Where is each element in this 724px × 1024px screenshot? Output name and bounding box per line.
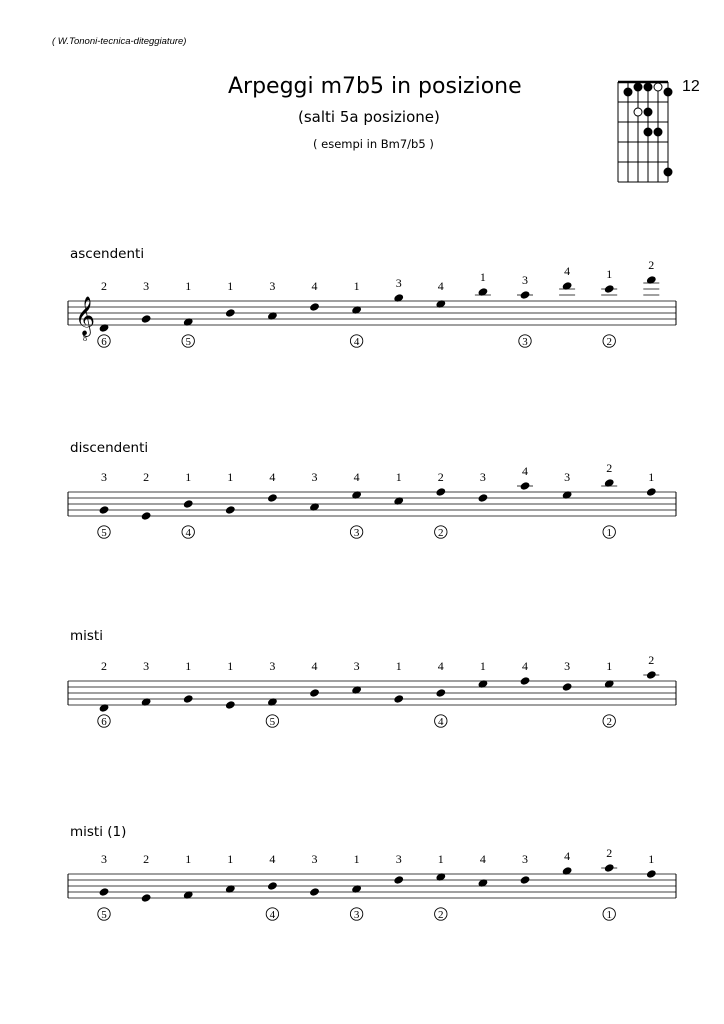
fingering-number: 4 bbox=[353, 470, 360, 484]
author-credit: ( W.Tononi-tecnica-diteggiature) bbox=[52, 36, 187, 47]
note-head bbox=[393, 694, 404, 704]
note-head bbox=[183, 890, 194, 900]
fingering-number: 2 bbox=[648, 653, 655, 667]
note-head bbox=[309, 502, 320, 512]
string-number: 2 bbox=[606, 336, 612, 348]
note-head bbox=[267, 311, 278, 321]
section-label-misti-1: misti (1) bbox=[70, 824, 127, 840]
note-head bbox=[562, 866, 573, 876]
note-head bbox=[477, 878, 488, 888]
fingering-number: 1 bbox=[227, 279, 234, 293]
note-head bbox=[225, 308, 236, 318]
note-head bbox=[477, 679, 488, 689]
note-head bbox=[604, 863, 615, 873]
note-head bbox=[604, 679, 615, 689]
note-head bbox=[646, 487, 657, 497]
note-head bbox=[435, 487, 446, 497]
note-head bbox=[435, 299, 446, 309]
fingering-number: 3 bbox=[269, 659, 276, 673]
fingering-number: 3 bbox=[101, 852, 107, 866]
fingering-number: 4 bbox=[522, 659, 528, 673]
fingering-number: 4 bbox=[522, 464, 528, 478]
fingering-number: 1 bbox=[606, 659, 613, 673]
note-head bbox=[519, 676, 530, 686]
fingering-number: 2 bbox=[101, 279, 107, 293]
fingering-number: 3 bbox=[353, 659, 360, 673]
note-head bbox=[477, 287, 488, 297]
staff-system bbox=[68, 258, 676, 348]
fingering-number: 3 bbox=[522, 273, 528, 287]
fingering-number: 3 bbox=[269, 279, 276, 293]
string-number: 6 bbox=[101, 716, 107, 728]
fingering-number: 3 bbox=[564, 470, 571, 484]
fingering-number: 4 bbox=[564, 849, 571, 863]
string-number: 1 bbox=[606, 527, 612, 539]
note-head bbox=[477, 493, 488, 503]
note-head bbox=[267, 697, 278, 707]
string-number: 3 bbox=[353, 527, 360, 539]
string-number: 4 bbox=[185, 527, 191, 539]
note-head bbox=[604, 284, 615, 294]
string-number: 5 bbox=[269, 716, 276, 728]
note-head bbox=[98, 323, 109, 333]
note-head bbox=[141, 511, 152, 521]
fingering-number: 4 bbox=[564, 264, 571, 278]
fingering-number: 4 bbox=[437, 659, 444, 673]
note-head bbox=[646, 275, 657, 285]
fingering-number: 3 bbox=[143, 659, 150, 673]
fingering-number: 1 bbox=[227, 659, 234, 673]
fingering-number: 1 bbox=[185, 852, 192, 866]
note-head bbox=[225, 700, 236, 710]
page-number: 12 bbox=[682, 78, 700, 95]
fingering-number: 1 bbox=[185, 659, 192, 673]
fingering-number: 1 bbox=[395, 659, 402, 673]
staff-system bbox=[68, 461, 676, 539]
string-number: 4 bbox=[353, 336, 360, 348]
clef-octave-mark: 8 bbox=[83, 334, 87, 343]
fingering-number: 1 bbox=[185, 279, 192, 293]
section-label-ascendenti: ascendenti bbox=[70, 246, 145, 262]
note-head bbox=[519, 290, 530, 300]
note-head bbox=[562, 490, 573, 500]
fingering-number: 3 bbox=[311, 470, 318, 484]
note-head bbox=[309, 302, 320, 312]
string-number: 2 bbox=[438, 909, 444, 921]
note-head bbox=[183, 694, 194, 704]
string-number: 5 bbox=[101, 909, 107, 921]
note-head bbox=[646, 670, 657, 680]
note-head bbox=[562, 682, 573, 692]
note-head bbox=[98, 887, 109, 897]
page-title: Arpeggi m7b5 in posizione bbox=[228, 74, 522, 99]
note-head bbox=[141, 893, 152, 903]
fingering-number: 1 bbox=[437, 852, 444, 866]
fingering-number: 4 bbox=[479, 852, 486, 866]
note-head bbox=[435, 688, 446, 698]
note-head bbox=[435, 872, 446, 882]
fingering-number: 1 bbox=[353, 852, 360, 866]
example-note: ( esempi in Bm7/b5 ) bbox=[313, 137, 434, 151]
note-head bbox=[141, 697, 152, 707]
note-head bbox=[309, 887, 320, 897]
fingering-number: 1 bbox=[606, 267, 613, 281]
fingering-number: 3 bbox=[564, 659, 571, 673]
note-head bbox=[351, 490, 362, 500]
fingering-number: 1 bbox=[353, 279, 360, 293]
fingering-number: 3 bbox=[479, 470, 486, 484]
string-number: 5 bbox=[101, 527, 107, 539]
note-head bbox=[183, 499, 194, 509]
fingering-number: 3 bbox=[522, 852, 528, 866]
fingering-number: 3 bbox=[101, 470, 107, 484]
note-head bbox=[646, 869, 657, 879]
note-head bbox=[562, 281, 573, 291]
note-head bbox=[225, 884, 236, 894]
fingering-number: 1 bbox=[648, 470, 655, 484]
note-head bbox=[351, 685, 362, 695]
staff-system bbox=[68, 653, 676, 728]
note-head bbox=[604, 478, 615, 488]
note-head bbox=[519, 481, 530, 491]
note-head bbox=[309, 688, 320, 698]
note-head bbox=[393, 496, 404, 506]
fingering-number: 2 bbox=[101, 659, 107, 673]
note-head bbox=[98, 703, 109, 713]
fingering-number: 2 bbox=[648, 258, 655, 272]
fingering-number: 1 bbox=[227, 852, 234, 866]
fingering-number: 2 bbox=[143, 470, 150, 484]
fingering-number: 2 bbox=[606, 461, 613, 475]
fingering-number: 1 bbox=[648, 852, 655, 866]
fingering-number: 4 bbox=[269, 852, 276, 866]
note-head bbox=[393, 293, 404, 303]
string-number: 4 bbox=[438, 716, 444, 728]
string-number: 5 bbox=[185, 336, 191, 348]
fingering-number: 3 bbox=[311, 852, 318, 866]
staff-system bbox=[68, 846, 676, 921]
note-head bbox=[267, 881, 278, 891]
section-label-discendenti: discendenti bbox=[70, 440, 149, 456]
note-head bbox=[519, 875, 530, 885]
note-head bbox=[267, 493, 278, 503]
note-head bbox=[351, 884, 362, 894]
string-number: 2 bbox=[438, 527, 444, 539]
fingering-number: 3 bbox=[395, 276, 402, 290]
note-head bbox=[351, 305, 362, 315]
string-number: 1 bbox=[606, 909, 612, 921]
section-label-misti: misti bbox=[70, 628, 103, 644]
fingering-number: 2 bbox=[437, 470, 444, 484]
fingering-number: 3 bbox=[143, 279, 150, 293]
string-number: 6 bbox=[101, 336, 107, 348]
fingering-number: 3 bbox=[395, 852, 402, 866]
string-number: 3 bbox=[353, 909, 360, 921]
string-number: 2 bbox=[606, 716, 612, 728]
string-number: 4 bbox=[269, 909, 276, 921]
note-head bbox=[225, 505, 236, 515]
fingering-number: 1 bbox=[479, 659, 486, 673]
page-subtitle: (salti 5a posizione) bbox=[298, 108, 440, 126]
fingering-number: 1 bbox=[185, 470, 192, 484]
fingering-number: 4 bbox=[311, 279, 318, 293]
note-head bbox=[183, 317, 194, 327]
note-head bbox=[98, 505, 109, 515]
fingering-number: 2 bbox=[143, 852, 150, 866]
fingering-number: 4 bbox=[311, 659, 318, 673]
treble-clef-icon: 𝄞 bbox=[75, 296, 96, 336]
fingering-number: 1 bbox=[227, 470, 234, 484]
note-head bbox=[141, 314, 152, 324]
fingering-number: 2 bbox=[606, 846, 613, 860]
fingering-number: 1 bbox=[395, 470, 402, 484]
fingering-number: 1 bbox=[479, 270, 486, 284]
fingering-number: 4 bbox=[269, 470, 276, 484]
note-head bbox=[393, 875, 404, 885]
fingering-number: 4 bbox=[437, 279, 444, 293]
string-number: 3 bbox=[522, 336, 528, 348]
